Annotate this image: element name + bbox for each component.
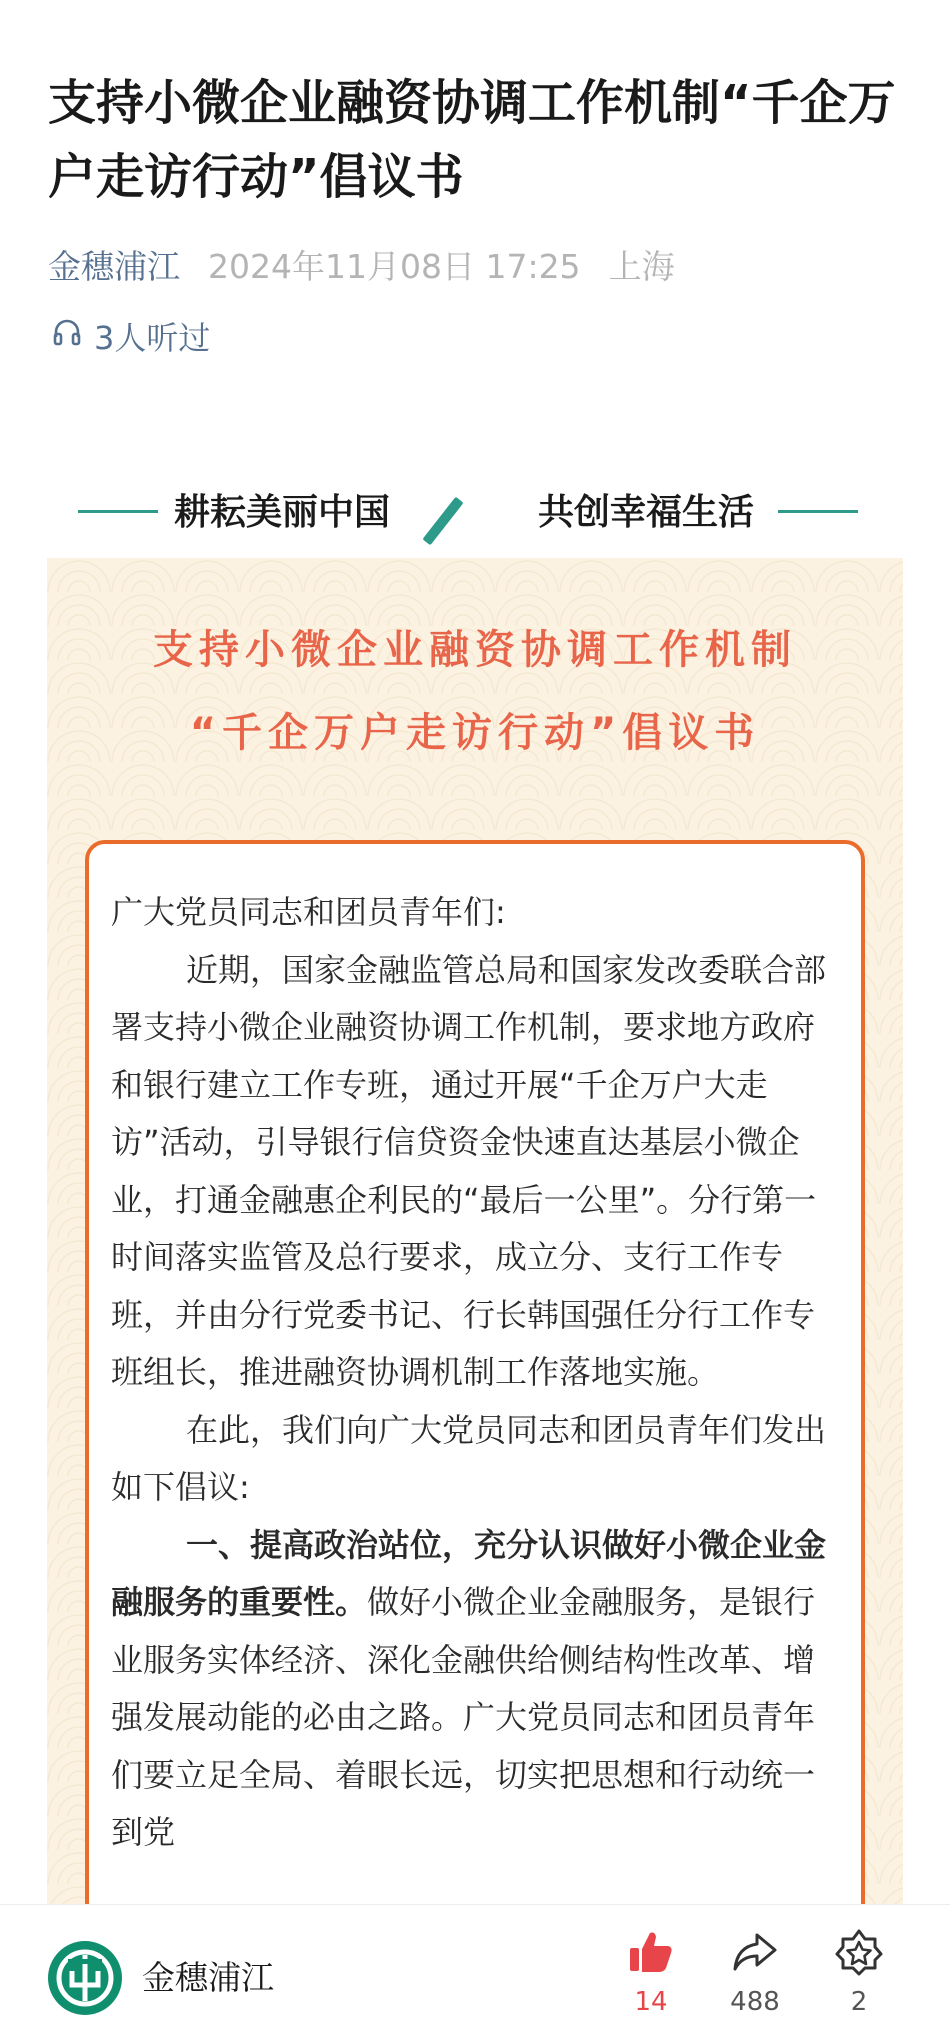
like-count: 14 — [634, 1987, 668, 2017]
favorite-icon — [834, 1927, 884, 1977]
publish-datetime: 2024年11月08日 17:25 — [208, 246, 581, 286]
headphones-icon — [52, 317, 94, 355]
article-meta — [48, 240, 675, 288]
letter-paragraph-2: 在此，我们向广大党员同志和团员青年们发出如下倡议: — [111, 1410, 827, 1506]
account-logo[interactable] — [48, 1941, 122, 2015]
like-button[interactable] — [606, 1927, 696, 2019]
banner-slogan-left: 耕耘美丽中国 — [174, 491, 391, 533]
banner-line-left — [78, 510, 158, 513]
favorite-count: 2 — [850, 1987, 868, 2017]
letter-paragraph-1: 近期，国家金融监管总局和国家发改委联合部署支持小微企业融资协调工作机制，要求地方政府和银行建立工作专班，通过开展“千企万户大走访”活动，引导银行信贷资金快速直达基层小微企业，打通金融惠企利民的“最后一公里”。分行第一时间落实监管及总行要求，成立分、支行工作专班，并由分行党委书记、行长韩国强任分行工作专班组长，推进融资协调机制工作落地实施。 — [111, 950, 827, 1391]
share-icon — [730, 1927, 780, 1977]
listen-count[interactable] — [52, 314, 210, 358]
favorite-button[interactable] — [814, 1927, 904, 2019]
publish-location: 上海 — [608, 246, 675, 286]
share-count: 488 — [730, 1987, 780, 2017]
point-1-heading: 一、提高政治站位，充分认识做好小微企业金融服务的重要性。 — [111, 1525, 827, 1621]
letter-greeting: 广大党员同志和团员青年们: — [111, 893, 506, 931]
bottom-action-bar — [0, 1904, 950, 2040]
banner-slogan-right: 共创幸福生活 — [538, 491, 755, 533]
point-1-body: 做好小微企业金融服务，是银行业服务实体经济、深化金融供给侧结构性改革、增强发展动能的必由之路。广大党员同志和团员青年们要立足全局、着眼长远，切实把思想和行动统一到党 — [111, 1583, 816, 1851]
letter-body — [111, 884, 841, 1862]
thumbs-up-icon — [626, 1927, 676, 1977]
author-link[interactable]: 金穗浦江 — [48, 246, 180, 286]
listen-count-label: 3人听过 — [94, 319, 211, 357]
banner-line-right — [778, 510, 858, 513]
poster-title-line2: “千企万户走访行动”倡议书 — [189, 710, 761, 756]
proposal-poster — [47, 558, 903, 2040]
letter-card — [85, 840, 865, 2040]
article-title: 支持小微企业融资协调工作机制“千企万户走访行动”倡议书 — [48, 75, 896, 205]
poster-title-line1: 支持小微企业融资协调工作机制 — [153, 627, 797, 673]
abc-logo-icon — [48, 1941, 122, 2015]
letter-point-1 — [111, 1517, 841, 1862]
account-name[interactable]: 金穗浦江 — [142, 1958, 274, 1997]
banner-slash-icon — [422, 497, 463, 546]
share-button[interactable] — [710, 1927, 800, 2019]
slogan-banner — [78, 484, 858, 540]
